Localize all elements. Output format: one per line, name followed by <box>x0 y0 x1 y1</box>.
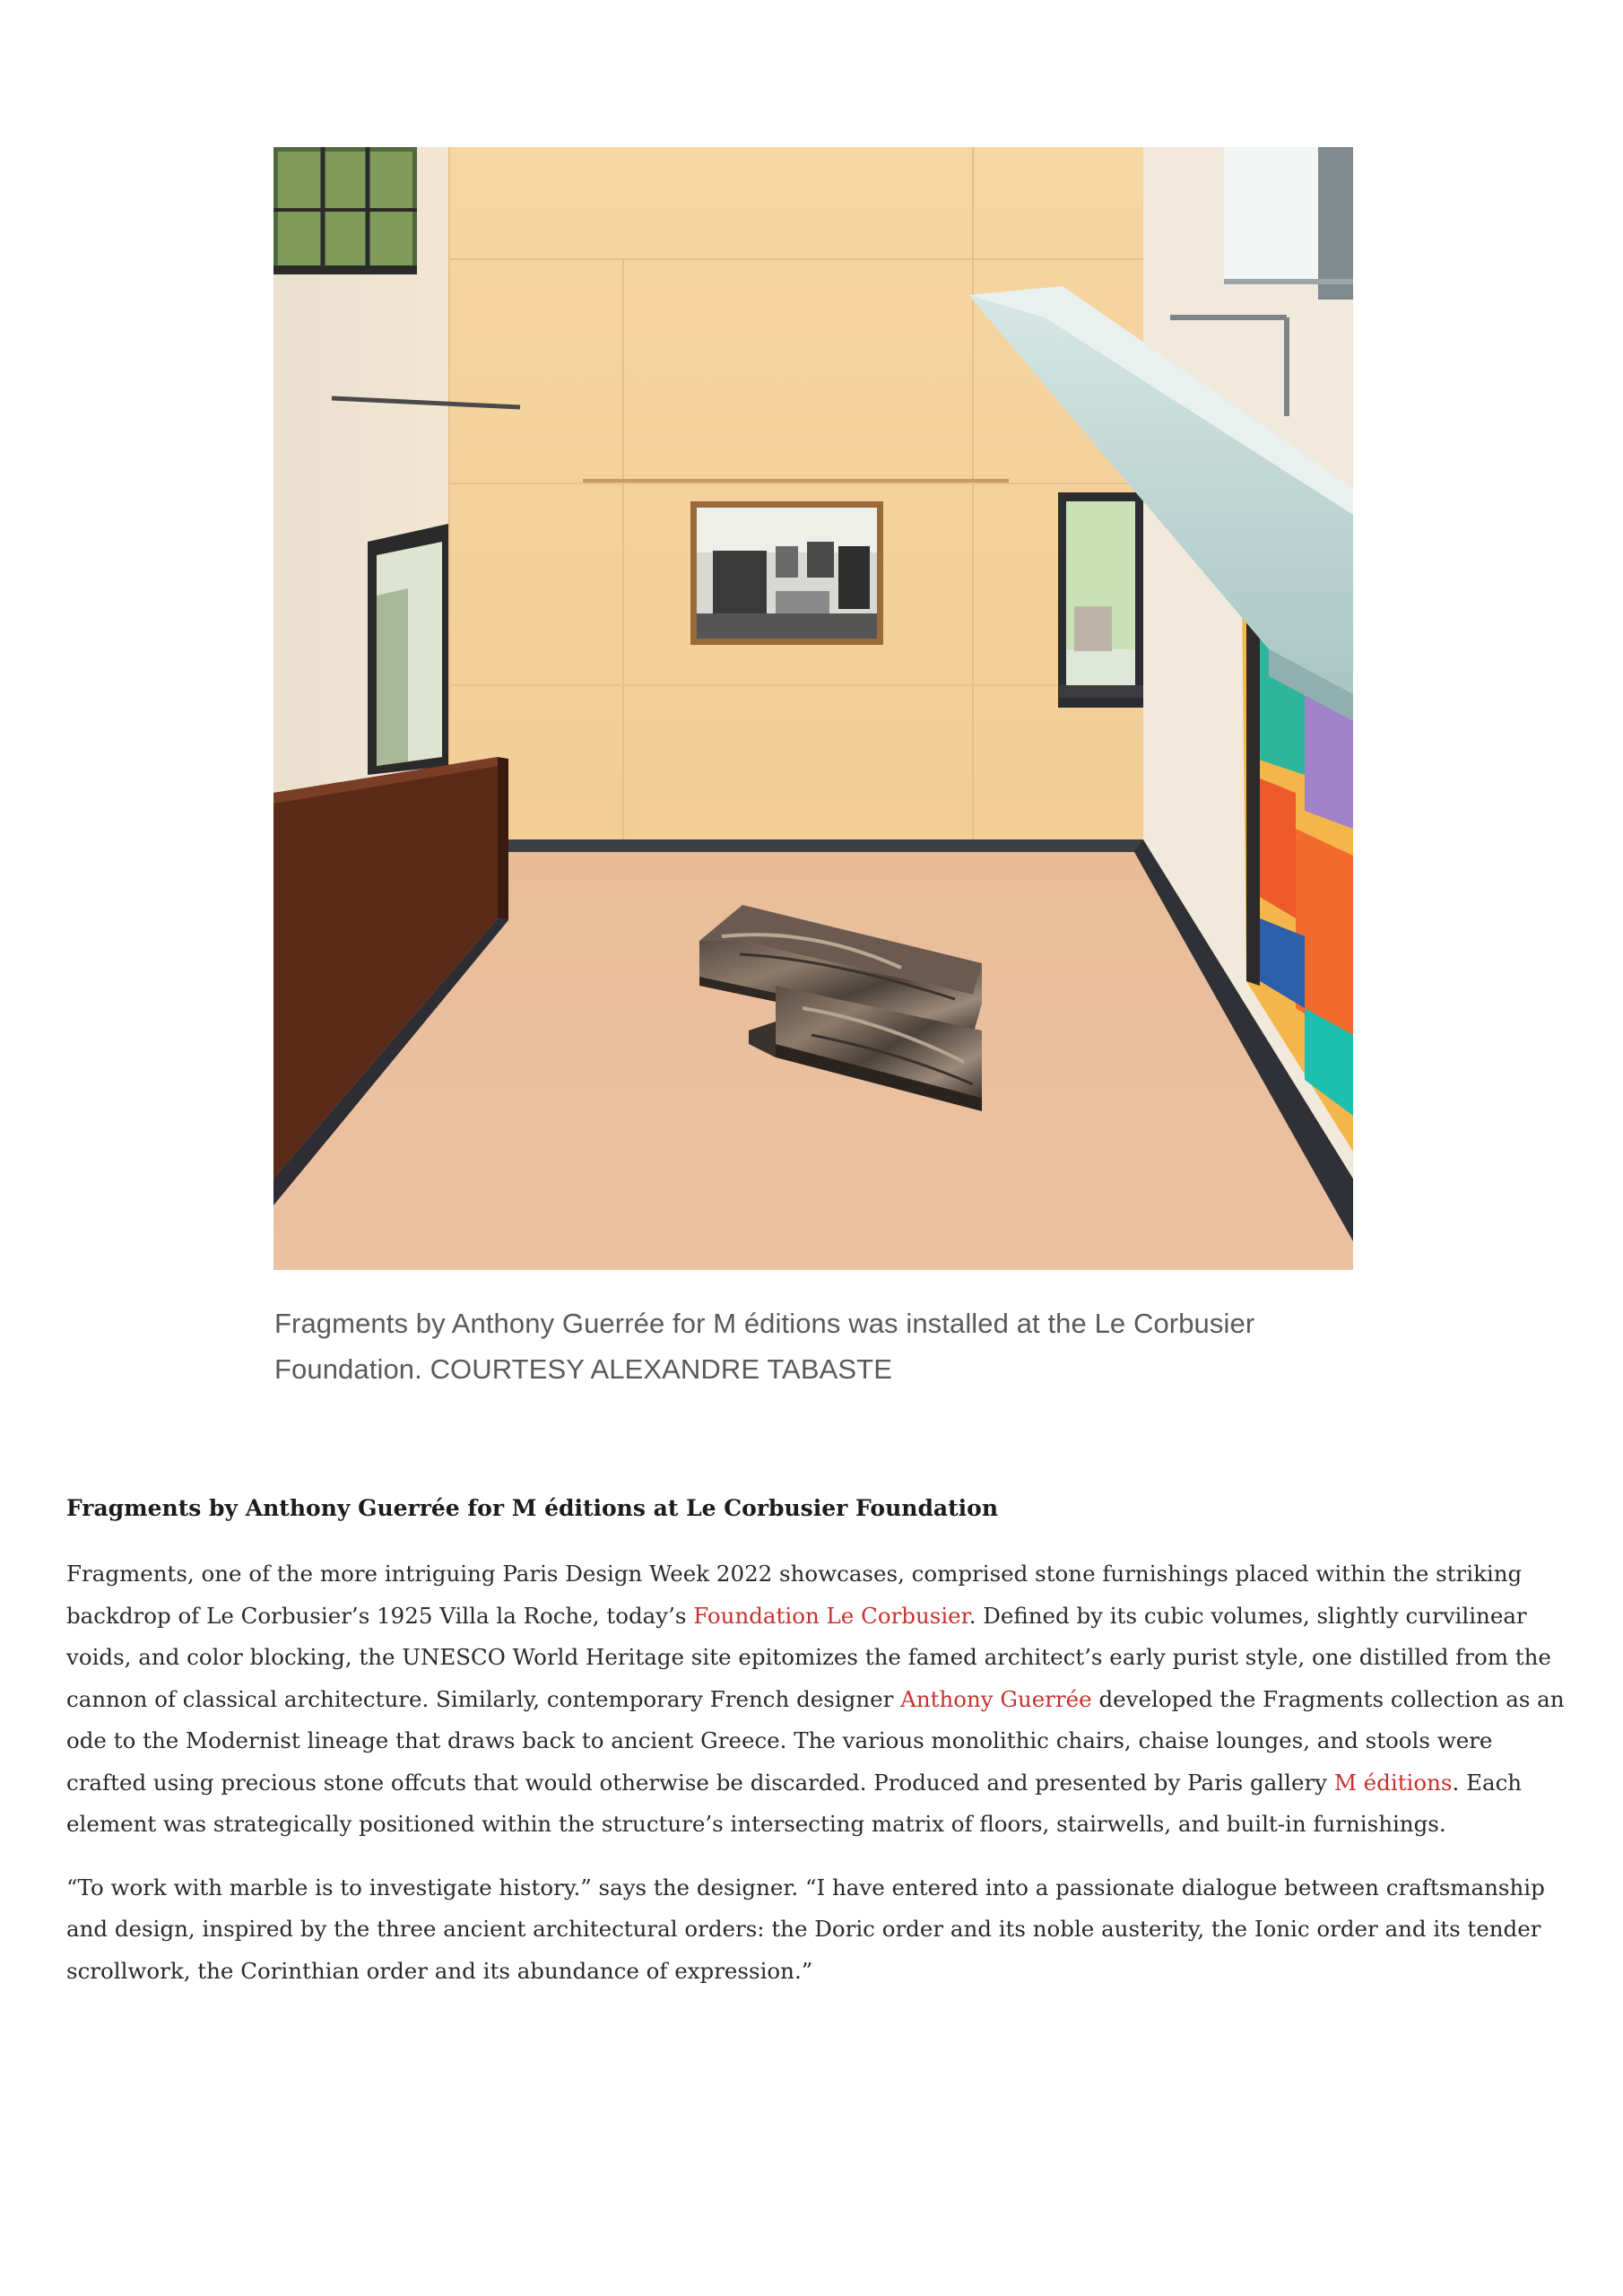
photo-interior-icon <box>273 147 1353 1270</box>
caption-text: Fragments by Anthony Guerrée for M éditions was installed at the Le Corbusier Foundation. <box>274 1308 1255 1385</box>
link-m-editions[interactable]: M éditions <box>1333 1769 1453 1796</box>
link-foundation-le-corbusier[interactable]: Foundation Le Corbusier <box>693 1602 969 1629</box>
paragraph-text: . Each element was strategically positioned within the structure’s intersecting matrix of floors, stairwells, and built-in furnishings. <box>66 1769 1523 1837</box>
paragraph-quote: “To work with marble is to investigate history.” says the designer. “I have entered into a passionate dialogue between craftsmanship and design, inspired by the three ancient architectural orders: the Doric order and its noble austerity, the Ionic order and its tender scrollwork, the Corinthian order and its abundance of expression.” <box>66 1874 1545 1984</box>
paragraph-text: . Defined by its cubic volumes, slightly curvilinear voids, and color blocking, the UNESCO World Heritage site epitomizes the famed architect’s early purist style, one distilled from the cannon of classical architecture. Similarly, contemporary French designer <box>66 1602 1551 1712</box>
paragraph-text: Fragments, one of the more intriguing Paris Design Week 2022 showcases, comprised stone furnishings placed within the striking backdrop of Le Corbusier’s 1925 Villa la Roche, today’s <box>66 1561 1523 1629</box>
section-heading: Fragments by Anthony Guerrée for M éditions at Le Corbusier Foundation <box>66 1495 999 1521</box>
link-anthony-guerree[interactable]: Anthony Guerrée <box>900 1685 1092 1712</box>
article-body <box>66 1491 1573 2013</box>
caption-credit: COURTESY ALEXANDRE TABASTE <box>430 1353 892 1385</box>
paragraph-text: developed the Fragments collection as an ode to the Modernist lineage that draws back to ancient Greece. The various monolithic chairs, chaise lounges, and stools were crafted using precious stone offcuts that would otherwise be discarded. Produced and presented by Paris gallery <box>66 1685 1565 1796</box>
article-photo <box>273 147 1353 1270</box>
paragraph-intro <box>66 1553 1573 1846</box>
photo-caption <box>274 1300 1306 1392</box>
